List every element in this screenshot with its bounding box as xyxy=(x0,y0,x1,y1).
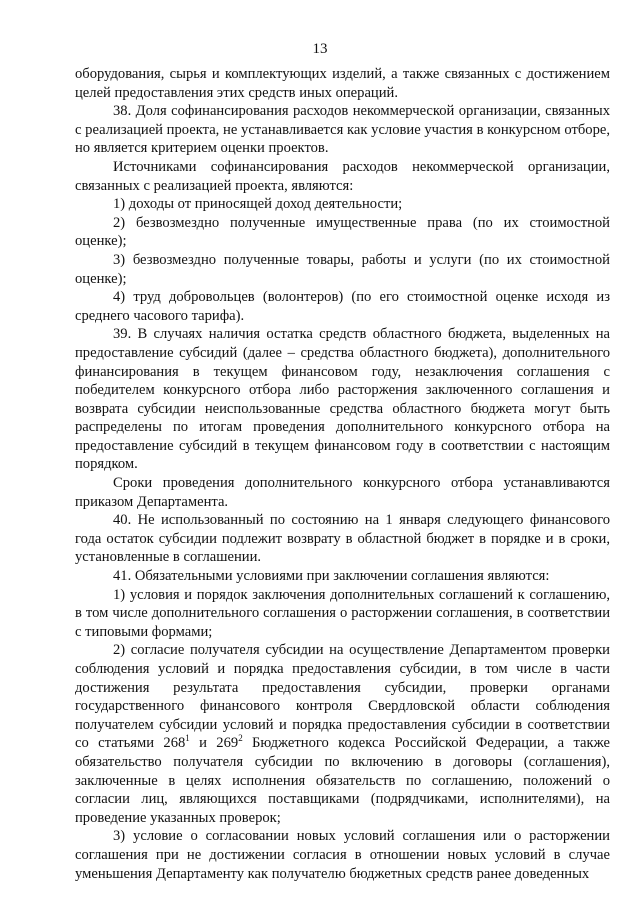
condition-item-2-text-c: Бюджетного кодекса Российской Федерации, а также обязательство получателя субсидии по включению в договоры (соглашения), заключенные в целях исполнения обязательств по соглашению, положений о согласии лиц, являющихся поставщиками (подрядчиками, исполнителями), на проведение указанных проверок; xyxy=(75,735,610,826)
paragraph-continuation: оборудования, сырья и комплектующих изделий, а также связанных с достижением целей предоставления этих средств иных операций. xyxy=(75,66,610,101)
list-item-2: 2) безвозмездно полученные имущественные права (по их стоимостной оценке); xyxy=(75,214,610,250)
page-number: 13 xyxy=(312,41,328,57)
condition-item-2-text-a: 2) согласие получателя субсидии на осуществление Департаментом проверки соблюдения условий и порядка предоставления субсидии, в том числе в части достижения результата предоставления субсидии, проверки органами государственного финансового контроля Свердловской области соблюдения получателем субсидии условий и порядка предоставления субсидии в соответствии со статьями 268 xyxy=(75,642,610,752)
condition-item-2 xyxy=(75,641,610,827)
article-superscript-1: 1 xyxy=(185,733,190,744)
paragraph-38: 38. Доля софинансирования расходов некоммерческой организации, связанных с реализацией проекта, не устанавливается как условие участия в конкурсном отборе, но является критерием оценки проектов. xyxy=(75,103,610,157)
list-item-3: 3) безвозмездно полученные товары, работы и услуги (по их стоимостной оценке); xyxy=(75,251,610,287)
condition-item-1: 1) условия и порядок заключения дополнительных соглашений к соглашению, в том числе дополнительного соглашения о расторжении соглашения, в соответствии с типовыми формами; xyxy=(75,586,610,640)
paragraph-41: 41. Обязательными условиями при заключении соглашения являются: xyxy=(113,568,550,585)
list-item-4: 4) труд добровольцев (волонтеров) (по его стоимостной оценке исходя из среднего часового тарифа). xyxy=(75,289,610,324)
condition-item-2-text-b: и 269 xyxy=(189,735,239,752)
paragraph-40: 40. Не использованный по состоянию на 1 января следующего финансового года остаток субсидии подлежит возврату в областной бюджет в порядке и в сроки, установленные в соглашении. xyxy=(75,512,610,566)
document-body xyxy=(75,65,610,883)
paragraph-sources-intro: Источниками софинансирования расходов некоммерческой организации, связанных с реализацией проекта, являются: xyxy=(75,158,610,194)
paragraph-39: 39. В случаях наличия остатка средств областного бюджета, выделенных на предоставление субсидий (далее – средства областного бюджета), дополнительного финансирования в текущем финансовом году, незаключения соглашения с победителем конкурсного отбора либо расторжения заключенного соглашения и возврата субсидии неиспользованные средства областного бюджета могут быть распределены по итогам проведения дополнительного конкурсного отбора на предоставление субсидий в текущем финансовом году в соответствии с настоящим порядком. xyxy=(75,326,610,473)
article-superscript-2: 2 xyxy=(238,733,243,744)
paragraph-deadlines: Сроки проведения дополнительного конкурсного отбора устанавливаются приказом Департамента. xyxy=(75,475,610,510)
condition-item-3: 3) условие о согласовании новых условий соглашения или о расторжении соглашения при не достижении согласия в отношении новых условий в случае уменьшения Департаменту как получателю бюджетных средств ранее доведенных xyxy=(75,828,610,882)
list-item-1: 1) доходы от приносящей доход деятельности; xyxy=(113,196,403,213)
